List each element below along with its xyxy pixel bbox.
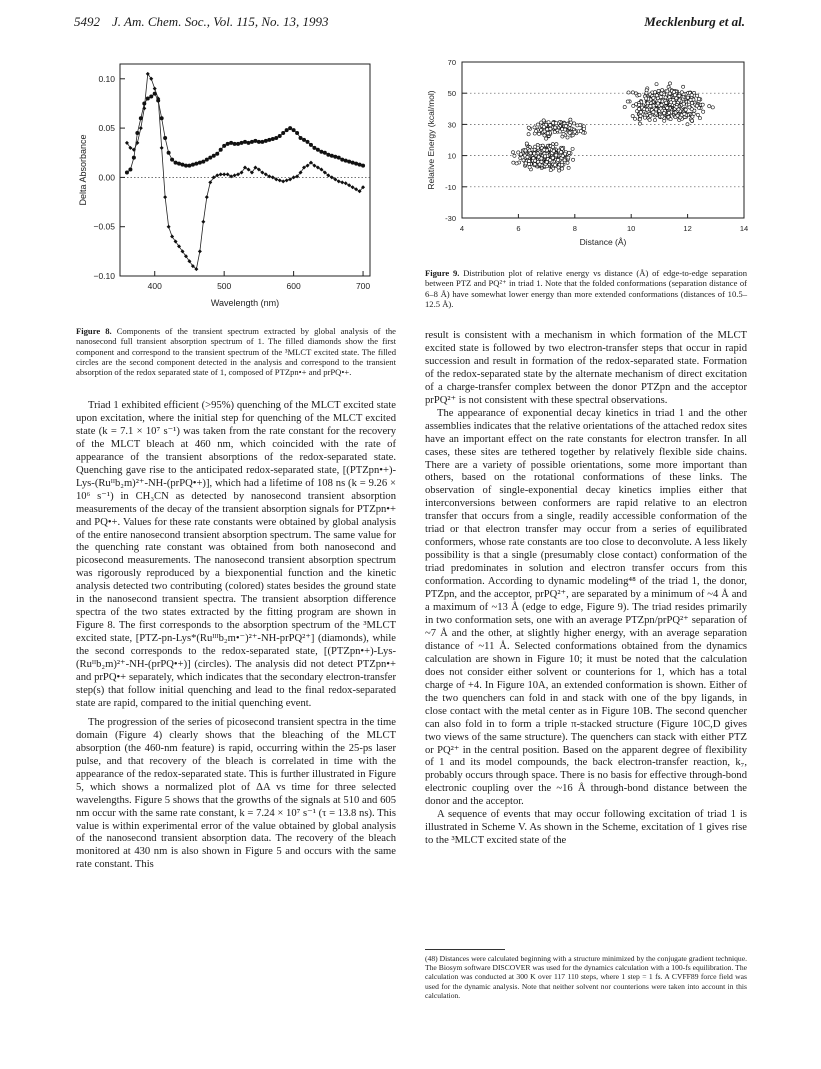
circle-point — [198, 161, 202, 165]
y-tick-label: -10 — [445, 182, 456, 192]
scatter-point — [656, 102, 659, 105]
scatter-point — [562, 132, 565, 135]
diamond-point — [340, 180, 344, 184]
scatter-point — [690, 93, 693, 96]
x-tick-label: 4 — [459, 224, 465, 233]
scatter-point — [653, 91, 656, 94]
scatter-point — [549, 168, 552, 171]
y-tick-label: 0.00 — [98, 172, 115, 183]
y-axis-label: Relative Energy (kcal/mol) — [426, 90, 436, 190]
series-diamond-line — [127, 74, 363, 269]
scatter-point — [686, 96, 689, 99]
scatter-point — [695, 104, 698, 107]
scatter-point — [561, 147, 564, 150]
circle-point — [208, 156, 212, 160]
circle-point — [174, 161, 178, 165]
circle-point — [236, 142, 240, 146]
scatter-point — [526, 155, 529, 158]
scatter-point — [566, 161, 569, 164]
scatter-point — [667, 111, 670, 114]
circle-point — [344, 159, 348, 163]
scatter-point — [646, 102, 649, 105]
x-tick-label: 600 — [286, 281, 301, 291]
diamond-point — [333, 177, 337, 181]
circle-point — [222, 144, 226, 148]
scatter-point — [533, 163, 536, 166]
scatter-point — [558, 169, 561, 172]
scatter-point — [652, 104, 655, 107]
x-tick-label: 6 — [516, 224, 521, 233]
scatter-point — [675, 97, 678, 100]
circle-point — [281, 131, 285, 135]
diamond-point — [229, 174, 233, 178]
diamond-point — [264, 172, 268, 176]
circle-point — [285, 128, 289, 132]
scatter-point — [554, 126, 557, 129]
diamond-point — [219, 172, 223, 176]
scatter-point — [655, 94, 658, 97]
scatter-point — [537, 132, 540, 135]
scatter-point — [684, 108, 687, 111]
scatter-point — [644, 97, 647, 100]
left-column — [76, 400, 396, 872]
circle-point — [299, 136, 303, 140]
circle-point — [191, 163, 195, 167]
circle-point — [319, 150, 323, 154]
circle-point — [128, 168, 132, 172]
diamond-point — [288, 177, 292, 181]
scatter-point — [675, 105, 678, 108]
scatter-point — [561, 128, 564, 131]
footnote-48: (48) Distances were calculated beginning with a structure minimized by the conjugate gradient technique. The Biosym software DISCOVER was used for the dynamics calculation with a 100-fs equilibration. The calculation was conducted at 300 K over 117 110 steps, where 1 step = 1 fs. A CVFF89 force field was used for the dynamic analysis. Note that neither solvent nor counterions were taken into account in this calculation. — [425, 954, 747, 1000]
y-tick-label: 70 — [447, 58, 456, 67]
diamond-point — [316, 166, 320, 170]
right-paragraph-3: A sequence of events that may occur following excitation of triad 1 is illustrated in Scheme V. As shown in the Scheme, excitation of 1 gives rise to the ³MLCT excited state of the — [425, 809, 747, 847]
circle-point — [292, 128, 296, 132]
scatter-point — [652, 96, 655, 99]
scatter-point — [528, 166, 531, 169]
scatter-point — [661, 115, 664, 118]
figure-8-caption-label: Figure 8. — [76, 326, 112, 336]
scatter-point — [680, 91, 683, 94]
scatter-point — [524, 162, 527, 165]
scatter-point — [666, 106, 669, 109]
scatter-point — [691, 115, 694, 118]
scatter-point — [688, 106, 691, 109]
y-tick-label: 10 — [447, 151, 456, 161]
circle-point — [125, 170, 129, 174]
scatter-point — [696, 113, 699, 116]
scatter-point — [556, 158, 559, 161]
journal-citation: J. Am. Chem. Soc., Vol. 115, No. 13, 1993 — [112, 14, 329, 29]
circle-point — [205, 158, 209, 162]
circle-point — [351, 161, 355, 165]
scatter-point — [572, 122, 575, 125]
scatter-point — [668, 82, 671, 85]
scatter-point — [657, 89, 660, 92]
diamond-point — [163, 195, 167, 199]
circle-point — [181, 163, 185, 167]
circle-point — [253, 139, 257, 143]
circle-point — [153, 92, 157, 96]
scatter-point — [698, 117, 701, 120]
scatter-point — [536, 123, 539, 126]
scatter-point — [559, 150, 562, 153]
scatter-point — [672, 90, 675, 93]
diamond-point — [271, 175, 275, 179]
diamond-point — [205, 195, 209, 199]
circle-point — [316, 148, 320, 152]
circle-point — [250, 140, 254, 144]
diamond-point — [233, 173, 237, 177]
diamond-point — [285, 178, 289, 182]
circle-point — [340, 158, 344, 162]
scatter-point — [568, 131, 571, 134]
circle-point — [142, 101, 146, 105]
scatter-point — [552, 149, 555, 152]
scatter-point — [564, 128, 567, 131]
scatter-point — [683, 112, 686, 115]
diamond-point — [347, 183, 351, 187]
diamond-point — [267, 174, 271, 178]
page-number: 5492 — [74, 14, 100, 29]
scatter-point — [663, 119, 666, 122]
scatter-point — [553, 163, 556, 166]
scatter-point — [579, 129, 582, 132]
right-paragraph-2: The appearance of exponential decay kinetics in triad 1 and the other assemblies indicates that the relative orientations of the attached redox sites have an important effect on the rate constants for electron transfer. In all cases, these sites are tethered together by relatively flexible side chains. There are a variety of possible orientations, some more important than others, based on the rotational conformations of these links. The observation of single-exponential decay kinetics implies either that interconversions between conformers are rapid relative to an electron transfer that occurs from a single, readily accessible conformation of the triad or that electron transfer may occur from a series of equilibrated conformers, whose rate constants are too close to deconvolute. A less likely possibility is that a single (presumably close contact) conformation of the triad predominates in solution and electron transfer occurs from this conformation. According to dynamic modeling⁴⁸ of the triad 1, the donor, PTZpn, and the acceptor, prPQ²⁺, are separated by a minimum of ~4 Å and a maximum of ~13 Å (edge to edge, Figure 9). The triad resides primarily in two conformation sets, one with an average PTZpn/prPQ²⁺ separation of ~7 Å and the other, at slightly higher energy, with an average separation distance of ~11 Å. Selected conformations obtained from the dynamics calculation are shown in Figure 10; it must be noted that the calculation does not consider either solvent or counterions for 1, which has a total charge of +4. In Figure 10A, an extended conformation is shown. Either of the two quenchers can fold in and stack with one of the bpy ligands, in close contact with the metal center as in Figure 10B. The second quencher can also fold in to form a triple π-stacked structure (Figure 10C,D gives two views of the same structure). The quenchers can stack with either PTZ or PQ²⁺ in the central position. Based on the apparent degree of flexibility of 1 and its model compounds, the back electron-transfer reaction, k₇, probably occurs through space. There is no basis for effective through-bond electronic coupling over the ~16 Å through-bond distance between the donor and the acceptor. — [425, 407, 747, 808]
scatter-point — [560, 163, 563, 166]
scatter-point — [639, 111, 642, 114]
scatter-point — [540, 160, 543, 163]
scatter-point — [536, 146, 539, 149]
scatter-point — [660, 103, 663, 106]
scatter-point — [668, 96, 671, 99]
scatter-point — [551, 156, 554, 159]
scatter-point — [543, 155, 546, 158]
scatter-point — [527, 162, 530, 165]
y-tick-label: 0.10 — [98, 73, 115, 84]
diamond-point — [337, 179, 341, 183]
diamond-point — [222, 172, 226, 176]
circle-point — [246, 141, 250, 145]
scatter-point — [533, 152, 536, 155]
diamond-point — [344, 181, 348, 185]
figure-9-chart — [422, 54, 752, 264]
scatter-point — [678, 94, 681, 97]
scatter-point — [532, 157, 535, 160]
scatter-point — [638, 118, 641, 121]
scatter-point — [637, 103, 640, 106]
circle-point — [167, 151, 171, 155]
circle-point — [132, 156, 136, 160]
scatter-point — [545, 160, 548, 163]
scatter-point — [682, 102, 685, 105]
scatter-point — [623, 105, 626, 108]
circle-point — [156, 98, 160, 102]
y-tick-label: 30 — [447, 120, 456, 130]
scatter-point — [567, 166, 570, 169]
x-tick-label: 8 — [572, 224, 577, 233]
circle-point — [302, 138, 306, 142]
circle-point — [330, 154, 334, 158]
diamond-point — [330, 175, 334, 179]
scatter-point — [664, 96, 667, 99]
scatter-point — [638, 93, 641, 96]
diamond-point — [292, 175, 296, 179]
circle-point — [306, 140, 310, 144]
scatter-point — [554, 122, 557, 125]
y-tick-label: −0.10 — [93, 271, 115, 281]
scatter-point — [655, 82, 658, 85]
scatter-point — [567, 156, 570, 159]
y-tick-label: 0.05 — [98, 123, 115, 134]
scatter-point — [697, 97, 700, 100]
y-tick-label: −0.05 — [93, 221, 115, 232]
left-paragraph-1: Triad 1 exhibited efficient (>95%) quenching of the MLCT excited state upon excitation, where the initial step for quenching of the MLCT excited state (k = 7.1 × 10⁷ s⁻¹) was taken from the rate constant for the recovery of the MLCT bleach at 460 nm, which coincided with the rate of appearance of the transient absorptions of the redox-separated state. Quenching gave rise to the anticipated redox-separated state, [(PTZpn•+)-Lys-(Ruᴵᴵb₂m)²⁺-NH-(prPQ•+)], which had a lifetime of 108 ns (k = 9.26 × 10⁶ s⁻¹) in CH₃CN as detected by nanosecond transient absorption measurements of the decay of the transient absorption signals for PTZpn•+ and PQ•+. Values for these rate constants were obtained by global analysis of the entire nanosecond transient absorption spectrum. The same value for the quenching rate constant was obtained from both nanosecond and picosecond measurements. The nanosecond transient absorption spectrum was rigorously reproduced by a biexponential function and the kinetic analysis detected two contributing (colored) states besides the ground state in the nanosecond transient spectra. The transient absorption difference spectra of the two states extracted by the fitting program are shown in Figure 8. The first corresponds to the absorption spectrum of the ³MLCT excited state, [PTZ-pn-Lys*(Ruᴵᴵᴵb₂m•⁻)²⁺-NH-prPQ²⁺] (diamonds), while the second corresponds to the redox-separated state, [(PTZpn•+)-Lys-(Ruᴵᴵb₂m)²⁺-NH-(prPQ•+)] (circles). The analysis did not detect PTZpn•+ and prPQ•+ separately, which indicates that the secondary electron-transfer step(s) that follow initial quenching and lead to the final redox-separated state are rapid, compared to the initial quenching event. — [76, 400, 396, 709]
scatter-point — [519, 153, 522, 156]
scatter-point — [673, 94, 676, 97]
scatter-point — [666, 90, 669, 93]
circle-point — [347, 160, 351, 164]
circle-point — [201, 160, 205, 164]
scatter-point — [551, 145, 554, 148]
scatter-point — [676, 114, 679, 117]
scatter-point — [663, 111, 666, 114]
scatter-point — [708, 105, 711, 108]
scatter-point — [546, 132, 549, 135]
scatter-point — [582, 127, 585, 130]
scatter-point — [711, 106, 714, 109]
diamond-point — [167, 225, 171, 229]
scatter-point — [533, 126, 536, 129]
circle-point — [271, 137, 275, 141]
circle-point — [295, 131, 299, 135]
circle-point — [226, 142, 230, 146]
x-tick-label: 400 — [147, 281, 162, 291]
circle-point — [288, 126, 292, 130]
circle-point — [135, 131, 139, 135]
footnote-rule — [425, 949, 505, 950]
diamond-point — [236, 172, 240, 176]
scatter-point — [567, 151, 570, 154]
diamond-point — [226, 172, 230, 176]
scatter-point — [661, 89, 664, 92]
scatter-point — [648, 118, 651, 121]
circle-point — [257, 140, 261, 144]
scatter-point — [653, 118, 656, 121]
scatter-point — [702, 110, 705, 113]
circle-point — [260, 140, 264, 144]
diamond-point — [351, 185, 355, 189]
circle-point — [358, 163, 362, 167]
diamond-point — [215, 173, 219, 177]
circle-point — [326, 153, 330, 157]
diamond-point — [281, 179, 285, 183]
circle-point — [170, 158, 174, 162]
diamond-point — [198, 249, 202, 253]
scatter-point — [652, 110, 655, 113]
scatter-point — [535, 129, 538, 132]
scatter-point — [631, 114, 634, 117]
scatter-point — [638, 122, 641, 125]
scatter-point — [543, 148, 546, 151]
circle-point — [139, 116, 143, 120]
scatter-point — [546, 128, 549, 131]
y-tick-label: 50 — [447, 89, 456, 99]
circle-point — [163, 136, 167, 140]
right-paragraph-1: result is consistent with a mechanism in which formation of the MLCT excited state is followed by two electron-transfer steps that occur in rapid succession and result in formation of the redox-separated state. Formation of the redox-separated state by the alternate mechanism of direct excitation of a charge-transfer complex between the donor PTZpn and the acceptor prPQ²⁺ is not consistent with these spectral observations. — [425, 330, 747, 406]
scatter-point — [645, 89, 648, 92]
scatter-point — [660, 92, 663, 95]
circle-point — [233, 142, 237, 146]
scatter-point — [511, 151, 514, 154]
left-paragraph-2: The progression of the series of picosecond transient spectra in the time domain (Figure 4) clearly shows that the bleaching of the MLCT absorption (the 460-nm feature) is rapid, occurring within the 25-ps laser pulse, and that recovery of the bleach is correlated in time with the appearance of the redox-separated state. This is further illustrated in Figure 5, which shows a normalized plot of ΔA vs time for three selected wavelengths. Figure 5 shows that the growths of the signals at 510 and 605 nm occur with the same rate constant, k = 7.24 × 10⁷ s⁻¹ (τ = 13.8 ns). This value is within experimental error of the value obtained by global analysis of the nanosecond transient absorption data. The recovery of the bleach monitored at 430 nm is also shown in Figure 5 and occurs with the same rate constant. This — [76, 716, 396, 871]
scatter-point — [686, 123, 689, 126]
scatter-point — [513, 154, 516, 157]
x-axis-label: Wavelength (nm) — [210, 298, 280, 308]
figure-8-caption — [76, 326, 396, 377]
diamond-point — [201, 220, 205, 224]
circle-point — [312, 146, 316, 150]
circle-point — [177, 162, 181, 166]
circle-point — [278, 134, 282, 138]
circle-point — [160, 116, 164, 120]
plot-frame — [462, 62, 744, 218]
x-tick-label: 12 — [683, 224, 692, 233]
scatter-point — [673, 101, 676, 104]
scatter-point — [669, 118, 672, 121]
scatter-point — [665, 101, 668, 104]
scatter-point — [678, 99, 681, 102]
scatter-point — [549, 127, 552, 130]
x-axis-label: Distance (Å) — [579, 237, 627, 247]
circle-point — [274, 136, 278, 140]
scatter-point — [627, 91, 630, 94]
scatter-point — [649, 114, 652, 117]
circle-point — [361, 164, 365, 168]
scatter-point — [555, 143, 558, 146]
circle-point — [219, 148, 223, 152]
circle-point — [333, 155, 337, 159]
scatter-point — [540, 157, 543, 160]
figure-9-caption-text: Distribution plot of relative energy vs distance (Å) of edge-to-edge separation between PTZ and PQ²⁺ in triad 1. Note that the folded conformations (separation distance of 6–8 Å) have somewhat lower energy than more extended conformations (distances of 10.5–12.5 Å). — [425, 268, 748, 309]
x-tick-label: 10 — [627, 224, 636, 233]
running-authors: Mecklenburg et al. — [644, 14, 745, 29]
x-tick-label: 500 — [217, 281, 232, 291]
scatter-point — [637, 107, 640, 110]
figure-9-caption — [425, 268, 747, 309]
scatter-point — [682, 85, 685, 88]
scatter-point — [655, 108, 658, 111]
scatter-point — [639, 114, 642, 117]
scatter-point — [643, 116, 646, 119]
x-tick-label: 14 — [739, 224, 749, 233]
y-axis-label: Delta Absorbance — [78, 134, 88, 206]
scatter-point — [626, 100, 629, 103]
scatter-point — [512, 161, 515, 164]
circle-point — [267, 138, 271, 142]
scatter-point — [527, 133, 530, 136]
scatter-point — [557, 166, 560, 169]
diamond-point — [274, 177, 278, 181]
scatter-point — [633, 117, 636, 120]
circle-point — [264, 139, 268, 143]
scatter-point — [659, 107, 662, 110]
circle-point — [149, 95, 153, 99]
scatter-point — [576, 124, 579, 127]
scatter-point — [659, 95, 662, 98]
circle-point — [229, 141, 233, 145]
circle-point — [184, 164, 188, 168]
circle-point — [354, 162, 358, 166]
scatter-point — [547, 121, 550, 124]
circle-point — [323, 151, 327, 155]
right-column — [425, 330, 747, 848]
figure-8-caption-text: Components of the transient spectrum extracted by global analysis of the nanosecond full transient absorption spectrum of 1. The filled diamonds show the first component and correspond to the transient spectrum of the ³MLCT excited state. The filled circles are the second component detected in the analysis and correspond to the transient absorption of the redox separated state of 1, composed of PTZpn•+ and prPQ•+. — [76, 326, 396, 378]
scatter-point — [571, 158, 574, 161]
circle-point — [212, 154, 216, 158]
circle-point — [194, 162, 198, 166]
diamond-point — [160, 146, 164, 150]
diamond-point — [139, 126, 143, 130]
scatter-point — [631, 91, 634, 94]
circle-point — [337, 156, 341, 160]
scatter-point — [573, 130, 576, 133]
scatter-point — [524, 149, 527, 152]
diamond-point — [278, 178, 282, 182]
scatter-point — [564, 124, 567, 127]
scatter-point — [646, 108, 649, 111]
circle-point — [309, 143, 313, 147]
scatter-point — [555, 154, 558, 157]
scatter-point — [525, 142, 528, 145]
scatter-point — [540, 121, 543, 124]
scatter-point — [527, 126, 530, 129]
scatter-point — [696, 94, 699, 97]
scatter-point — [515, 162, 518, 165]
scatter-point — [649, 104, 652, 107]
diamond-point — [153, 87, 157, 91]
diamond-point — [354, 187, 358, 191]
circle-point — [215, 152, 219, 156]
circle-point — [146, 97, 150, 101]
scatter-point — [529, 152, 532, 155]
scatter-point — [549, 124, 552, 127]
scatter-point — [689, 98, 692, 101]
scatter-point — [690, 119, 693, 122]
scatter-point — [701, 103, 704, 106]
circle-point — [240, 141, 244, 145]
y-tick-label: -30 — [445, 214, 456, 223]
figure-9-caption-label: Figure 9. — [425, 268, 460, 278]
scatter-point — [542, 125, 545, 128]
scatter-point — [571, 147, 574, 150]
figure-8-chart — [72, 56, 402, 320]
x-tick-label: 700 — [355, 281, 371, 291]
circle-point — [187, 164, 191, 168]
circle-point — [243, 140, 247, 144]
